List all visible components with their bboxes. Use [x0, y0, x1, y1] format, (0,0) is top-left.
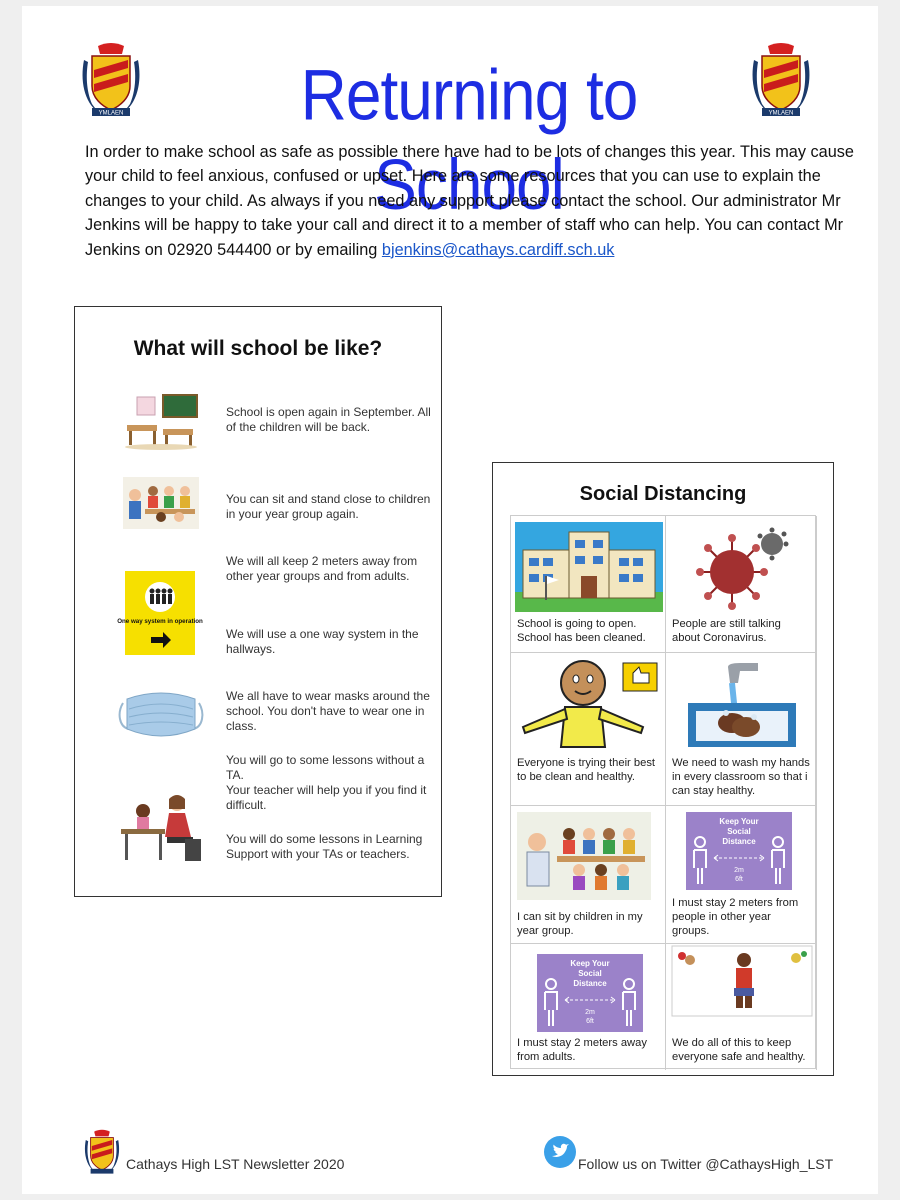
school-item-text: School is open again in September. All of the children will be back.	[226, 405, 431, 434]
class-children-image	[517, 812, 651, 900]
children-image	[123, 477, 199, 529]
newsletter-page	[22, 6, 878, 1194]
school-building-image	[515, 522, 663, 612]
face-mask-image	[115, 683, 207, 747]
distancing-cell	[666, 516, 817, 653]
social-distance-poster	[537, 954, 643, 1032]
intro-paragraph	[85, 140, 865, 262]
handwashing-image	[688, 663, 796, 747]
school-card-title: What will school be like?	[133, 337, 383, 360]
teacher-helping-image	[119, 789, 209, 863]
virus-image	[694, 524, 790, 610]
distancing-cell	[666, 806, 817, 944]
twitter-follow-text[interactable]: Follow us on Twitter @CathaysHigh_LST	[578, 1156, 834, 1172]
distancing-cell	[666, 944, 817, 1070]
distancing-cell	[511, 806, 666, 944]
social-distancing-card	[492, 462, 834, 1076]
distancing-cell	[666, 653, 817, 806]
child-safe-image	[670, 944, 814, 1020]
svg-text:6ft: 6ft	[586, 1018, 594, 1025]
sign-text: One way system in operation	[117, 618, 203, 625]
school-crest-right	[748, 40, 814, 120]
distancing-caption: We do all of this to keep everyone safe and healthy.	[672, 1037, 806, 1063]
distancing-caption: I can sit by children in my year group.	[517, 911, 643, 937]
distancing-caption: Everyone is trying their best to be clean and healthy.	[517, 757, 656, 783]
school-like-card	[74, 306, 442, 897]
page-title: Returning to School	[300, 54, 638, 225]
school-item-text: Your teacher will help you if you find it difficult.	[226, 783, 427, 812]
svg-text:Keep Your: Keep Your	[570, 959, 610, 968]
svg-text:YMLAEN: YMLAEN	[768, 110, 794, 117]
svg-text:Social: Social	[727, 827, 751, 836]
distancing-cell	[511, 653, 666, 806]
thumbs-up-person-image	[519, 657, 663, 751]
school-item-text: We will use a one way system in the hallways.	[226, 627, 419, 656]
svg-text:2m: 2m	[734, 867, 744, 874]
distancing-card-title: Social Distancing	[579, 483, 747, 505]
newsletter-footer: Cathays High LST Newsletter 2020	[126, 1156, 345, 1172]
distancing-caption: People are still talking about Coronavirus.	[672, 618, 781, 644]
one-way-sign-image	[117, 571, 203, 655]
svg-text:6ft: 6ft	[735, 876, 743, 883]
school-item-text: We all have to wear masks around the school. You don't have to wear one in class.	[226, 689, 430, 733]
svg-text:Distance: Distance	[573, 979, 607, 988]
social-distance-poster	[686, 812, 792, 890]
distancing-caption: We need to wash my hands in every classroom so that i can stay healthy.	[672, 757, 810, 797]
svg-text:Keep Your: Keep Your	[719, 817, 759, 826]
school-item-text: You can sit and stand close to children in your year group again.	[226, 492, 431, 521]
intro-text: In order to make school as safe as possible there have had to be lots of changes this year. This may cause your child to feel anxious, confused or upset. Here are some resources that you can use to explain the changes to your child. As always if you need any support please contact the school. Our administrator Mr Jenkins will be happy to take your call and direct it to a member of staff who can help. You can contact Mr Jenkins on 02920 544400 or by emailing	[85, 143, 854, 259]
svg-text:Distance: Distance	[722, 837, 756, 846]
distancing-caption: School is going to open. School has been cleaned.	[517, 618, 646, 644]
school-item-text: You will go to some lessons without a TA.	[226, 753, 425, 782]
school-item-text: You will do some lessons in Learning Support with your TAs or teachers.	[226, 832, 423, 861]
svg-text:2m: 2m	[585, 1009, 595, 1016]
distancing-caption: I must stay 2 meters from people in other year groups.	[672, 897, 799, 937]
distancing-grid	[510, 515, 816, 1069]
classroom-image	[123, 391, 201, 451]
distancing-cell	[511, 944, 666, 1070]
distancing-caption: I must stay 2 meters away from adults.	[517, 1037, 647, 1063]
email-link[interactable]: bjenkins@cathays.cardiff.sch.uk	[381, 240, 615, 259]
footer-crest	[80, 1128, 124, 1176]
distancing-cell	[511, 516, 666, 653]
twitter-icon[interactable]	[544, 1136, 576, 1168]
svg-text:Social: Social	[578, 969, 602, 978]
svg-text:YMLAEN: YMLAEN	[98, 110, 124, 117]
school-crest-left	[78, 40, 144, 120]
school-item-text: We will all keep 2 meters away from other year groups and from adults.	[226, 554, 418, 583]
